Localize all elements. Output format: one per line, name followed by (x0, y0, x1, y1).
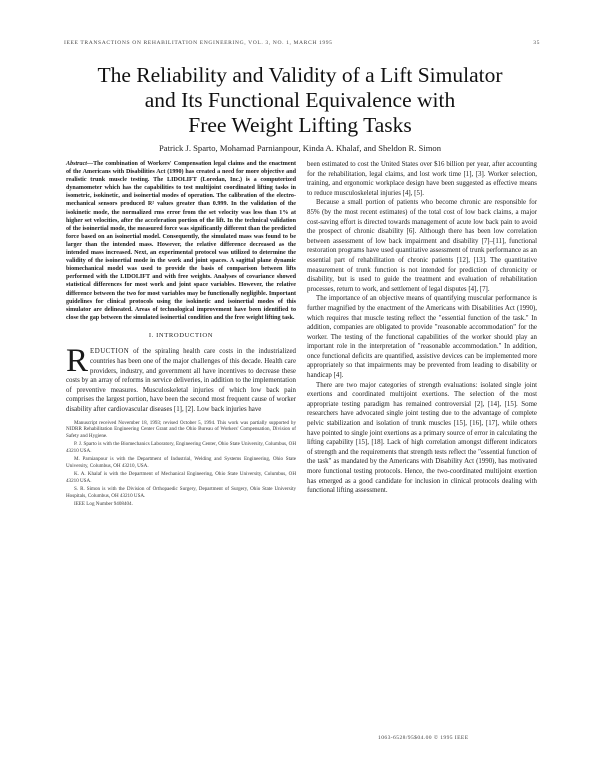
right-paragraph-4: There are two major categories of strength evaluations: isolated single joint exertions and coordinated multijoint exertions. The selection of the most appropriate testing paradigm has remained controversial [2], [14], [15]. Some researchers have advocated single joint testing due to the advantage of complete pelvic stabilization and isolation of trunk muscles [15], [16], [17], while others have pointed to single joint exertions as a primary source of error in calculating the lifting capability [15], [18]. Lack of high correlation amongst different indicators of strength and the requirements that strength tests reflect the "essential function of the task" as mandated by the Americans with Disability Act (1990), has motivated more functional testing protocols. Hence, the two-coordinated multijoint exertion has emerged as a good candidate for inclusion in clinical protocols dealing with functional lifting assessment. (307, 381, 537, 495)
right-paragraph-2: Because a small portion of patients who become chronic are responsible for 85% (by the most recent estimates) of the total cost of low back claims, a major cost-saving effort is directed towards management of acute low back pain to avoid the prospect of chronic disability [6]. Although there has been low correlation between assessment of low back impairment and disability [7]–[11], functional restoration programs have used quantitative assessment of trunk performance as an essential part of rehabilitation of chronic patients [12], [13]. The quantitative measurement of trunk function is not intended for prediction of chronicity or disability, but is used to guide the treatment and evaluation of rehabilitation processes, return to work, and settlement of legal disputes [4], [7]. (307, 199, 537, 293)
title-line-1: The Reliability and Validity of a Lift Simulator (97, 63, 503, 87)
footnote-log-number: IEEE Log Number 9408404. (74, 500, 133, 507)
abstract-lead: Abstract— (66, 161, 94, 167)
copyright-line: 1063-6528/95$04.00 © 1995 IEEE (378, 735, 469, 741)
journal-name: IEEE TRANSACTIONS ON REHABILITATION ENGINEERING, VOL. 3, NO. 1, MARCH 1995 (64, 40, 333, 46)
footnote-author-1: P. J. Sparto is with the Biomechanics Laboratory, Engineering Center, Ohio State University, Columbus, OH 43210 USA. (66, 441, 296, 455)
footnote-author-3: K. A. Khalaf is with the Department of Mechanical Engineering, Ohio State University, Columbus, OH 43210 USA. (66, 470, 296, 484)
running-header (64, 40, 540, 50)
left-column (66, 160, 296, 508)
first-word: EDUCTION (90, 348, 130, 356)
right-paragraph-3: The importance of an objective means of quantifying muscular performance is further magnified by the enactment of the Americans with Disabilities Act (1990), which requires that muscle testing reflect the "essential function of the task." In addition, companies are obligated to provide "reasonable accommodation" for the worker. The testing of the functional capabilities of the worker should play an important role in the interpretation of "reasonable accommodation." In addition, once functional deficits are quantified, assistive devices can be implemented more appropriately so that impairments may be prevented from leading to disability or handicap [4]. (307, 295, 537, 380)
introduction-paragraph (66, 343, 296, 414)
right-paragraph-1: been estimated to cost the United States over $16 billion per year, after accounting for the rehabilitation, legal claims, and lost work time [1], [3]. Worker selection, training, and ergonomic workplace design have been suggested as effective means to reduce musculoskeletal injuries [4], [5]. (307, 161, 537, 197)
drop-cap: R (66, 343, 89, 380)
page-number: 35 (533, 40, 540, 46)
footnotes (66, 420, 296, 508)
abstract (66, 160, 296, 322)
introduction-text: of the spiraling health care costs in the industrialized countries has been one of the major challenges of this decade. Health care providers, industry, and government all have incentives to decrease these costs by an array of reforms in service deliveries, in addition to the implementation of preventive measures. Musculoskeletal injuries of which low back pain comprises the largest portion, have been the second most frequent cause of worker disability after cardiovascular diseases [1], [2]. Low back injuries have (66, 348, 296, 413)
abstract-text: The combination of Workers' Compensation legal claims and the enactment of the Americans with Disabilities Act (1990) has created a need for more objective and realistic trunk muscle testing. The LIDOLIFT (Loredan, Inc.) is a computerized dynamometer which has the capabilities to test multijoint coordinated lifting tasks in isometric, isokinetic, and isoinertial modes of operation. The calibration of the electro-mechanical sensors produced R² values greater than 0.999. In the validation of the isokinetic mode, the normalized rms error from the set velocity was less than 1% at higher set velocities, after the acceleration portion of the lift. In the technical validation of the isoinertial mode, the measured force was significantly different than the predicted force based on an isoinertial model. Consequently, the simulated mass was found to be larger than the intended mass. However, the relative difference decreased as the intended mass increased. Next, an experimental protocol was utilized to determine the validity of the isoinertial mode in the work and joint spaces. A sagittal plane dynamic biomechanical model was used to provide the basis of comparison between lifts performed with the LIDOLIFT and with free weights. Analyses of covariance showed statistical differences for most work and joint space variables. However, the relative difference between the two for most variables may be functionally negligible. Important guidelines for clinical protocols using the isokinetic and isoinertial modes of this simulator are delineated. Areas of technological improvement have been identified to close the gap between the simulated isoinertial condition and the free weight lifting task. (66, 161, 296, 321)
paper-title (60, 63, 540, 138)
title-line-2: and Its Functional Equivalence with (144, 88, 456, 112)
title-line-3: Free Weight Lifting Tasks (188, 113, 412, 137)
author-list: Patrick J. Sparto, Mohamad Parnianpour, Kinda A. Khalaf, and Sheldon R. Simon (158, 143, 442, 153)
footnote-author-2: M. Parnianpour is with the Department of Industrial, Welding and Systems Engineering, Ohio State University, Columbus, OH 43210, USA. (66, 456, 296, 469)
section-heading-introduction: I. INTRODUCTION (148, 331, 214, 339)
footnote-author-4: S. R. Simon is with the Division of Orthopaedic Surgery, Department of Surgery, Ohio State University Hospitals, Columbus, OH 43210 USA. (66, 485, 296, 499)
footnote-manuscript: Manuscript received November 18, 1993; revised October 5, 1994. This work was partially supported by NIDRR Rehabilitation Engineering Center Grant and the Ohio Bureau of Workers' Compensation, Division of Safety and Hygiene. (66, 419, 296, 440)
right-column (307, 160, 537, 496)
